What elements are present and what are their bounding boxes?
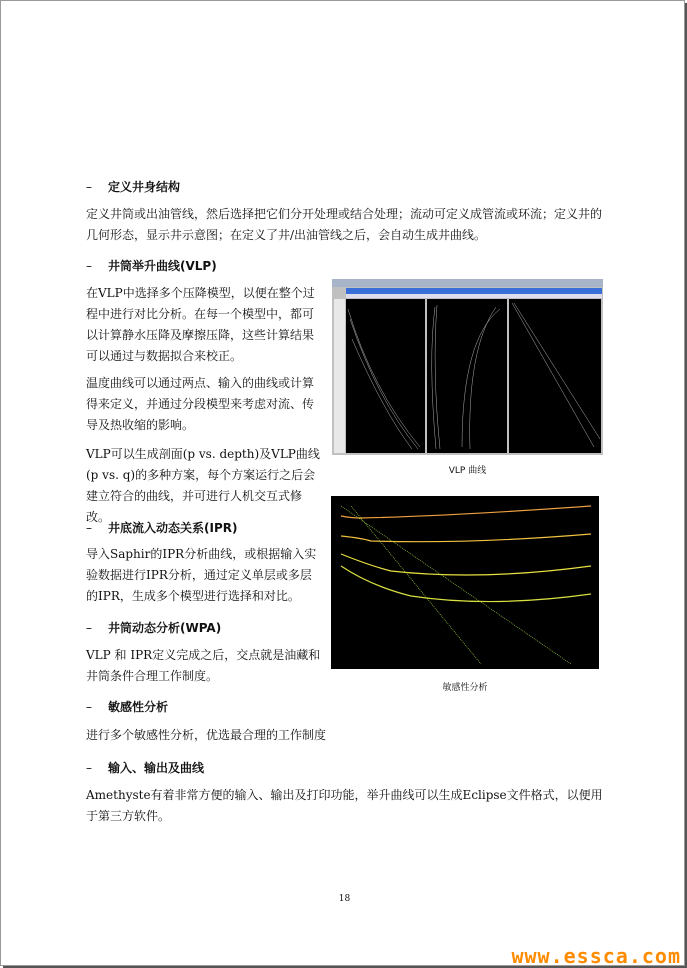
section-heading-sensitivity: – 敏感性分析 <box>86 700 169 714</box>
section-heading-ipr: – 井底流入动态关系(IPR) <box>86 521 238 535</box>
sensitivity-figure <box>331 496 599 669</box>
sensitivity-caption: 敏感性分析 <box>442 683 488 693</box>
section-text-wpa: VLP 和 IPR定义完成之后，交点就是油藏和井筒条件合理工作制度。 <box>86 648 321 683</box>
section-heading-vlp: – 井筒举升曲线(VLP) <box>86 259 217 273</box>
vlp-column-headers <box>346 288 602 294</box>
watermark: www.essca.com <box>511 944 681 968</box>
section-text-ipr: 导入Saphir的IPR分析曲线，或根据输入实验数据进行IPR分析，通过定义单层或多层的IPR，生成多个模型进行选择和对比。 <box>86 547 317 603</box>
vlp-caption: VLP 曲线 <box>448 466 487 476</box>
section-text-sensitivity: 进行多个敏感性分析，优选最合理的工作制度 <box>86 728 327 742</box>
vlp-paragraph-1: 在VLP中选择多个压降模型，以便在整个过程中进行对比分析。在每一个模型中，都可以计算静水压降及摩擦压降，这些计算结果可以通过与数据拟合来校正。 <box>86 286 315 363</box>
section-heading-wpa: – 井筒动态分析(WPA) <box>86 621 222 635</box>
vlp-paragraph-2: 温度曲线可以通过两点、输入的曲线或计算得来定义，并通过分段模型来考虑对流、传导及热收缩的影响。 <box>86 376 315 432</box>
vlp-paragraph-3: VLP可以生成剖面(p vs. depth)及VLP曲线(p vs. q)的多种方案，每个方案运行之后会建立符合的曲线，并可进行人机交互式修改。 <box>86 447 320 524</box>
vlp-panel-1 <box>346 299 425 453</box>
page-number: 18 <box>338 894 351 904</box>
vlp-figure <box>332 279 603 455</box>
section-text-io: Amethyste有着非常方便的输入、输出及打印功能，举升曲线可以生成Eclipse文件格式，以便用于第三方软件。 <box>86 788 603 823</box>
vlp-window-titlebar <box>332 279 603 287</box>
vlp-depth-axis <box>334 299 345 453</box>
vlp-panel-2 <box>427 299 507 453</box>
section-text-well-structure: 定义井筒或出油管线，然后选择把它们分开处理或结合处理；流动可定义成管流或环流；定义井的几何形态，显示井示意图；在定义了井/出油管线之后，会自动生成井曲线。 <box>86 207 603 242</box>
section-heading-well-structure: – 定义井身结构 <box>86 180 181 194</box>
section-heading-io: – 输入、输出及曲线 <box>86 761 205 775</box>
